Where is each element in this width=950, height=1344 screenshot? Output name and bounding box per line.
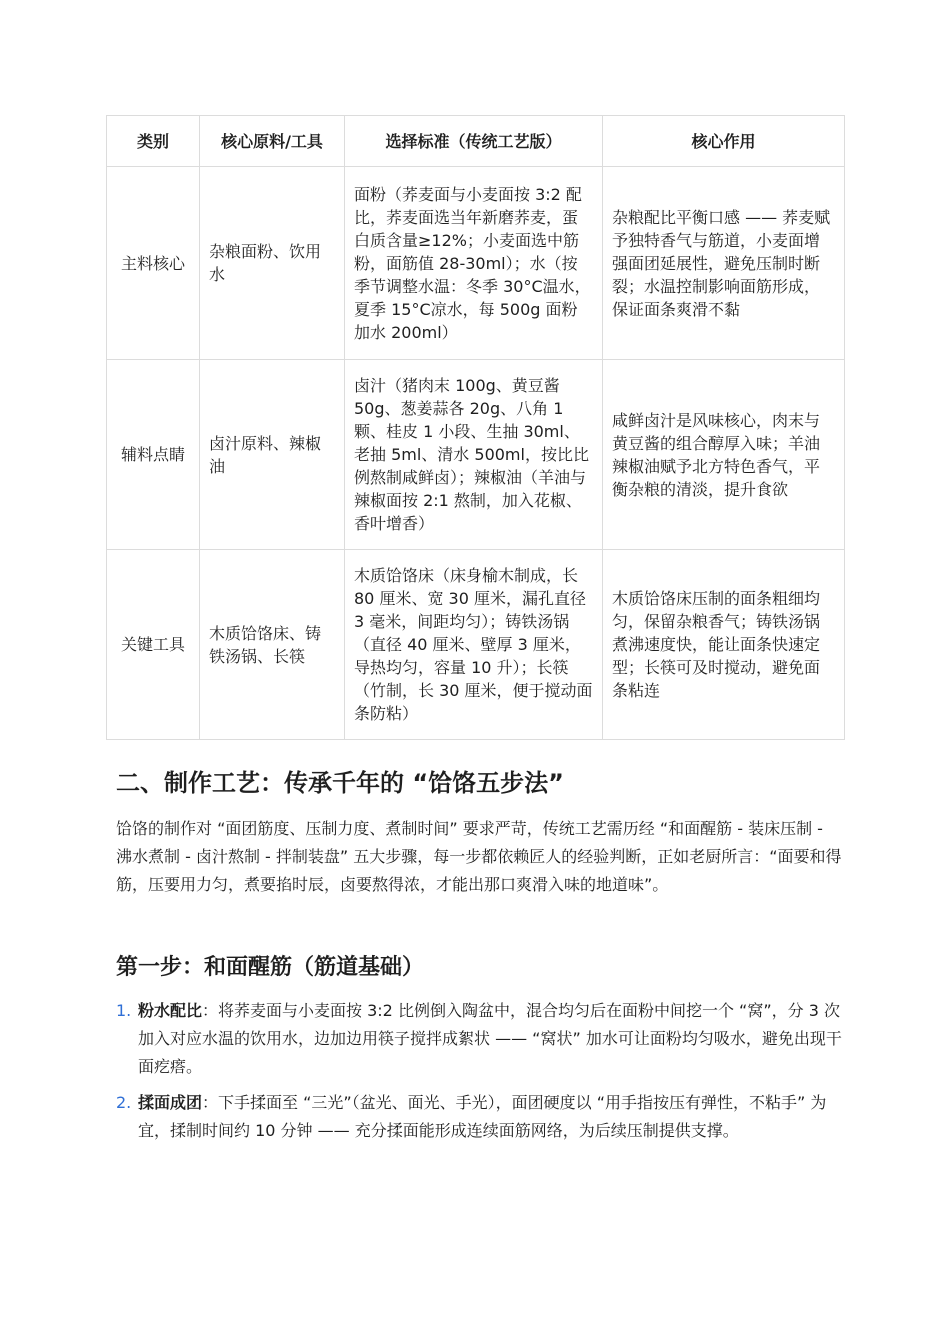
cell-role: 木质饸饹床压制的面条粗细均匀，保留杂粮香气；铸铁汤锅煮沸速度快，能让面条快速定型；长筷可及时搅动，避免面条粘连: [603, 550, 845, 740]
header-standard: 选择标准（传统工艺版）: [345, 116, 603, 167]
list-number: 2.: [116, 1093, 132, 1112]
cell-standard: 木质饸饹床（床身榆木制成，长 80 厘米、宽 30 厘米，漏孔直径 3 毫米，间距均匀）；铸铁汤锅（直径 40 厘米、壁厚 3 厘米，导热均匀，容量 10 升）；长筷（竹制，长 30 厘米，便于搅动面条防粘）: [345, 550, 603, 740]
list-number: 1.: [116, 1001, 132, 1020]
cell-category: 辅料点睛: [107, 360, 200, 550]
cell-standard: 卤汁（猪肉末 100g、黄豆酱 50g、葱姜蒜各 20g、八角 1 颗、桂皮 1 小段、生抽 30ml、老抽 5ml、清水 500ml，按比比例熬制咸鲜卤）；辣椒油（羊油与辣椒面按 2:1 熬制，加入花椒、香叶增香）: [345, 360, 603, 550]
cell-category: 关键工具: [107, 550, 200, 740]
cell-role: 杂粮配比平衡口感 —— 荞麦赋予独特香气与筋道，小麦面增强面团延展性，避免压制时断裂；水温控制影响面筋形成，保证面条爽滑不黏: [603, 167, 845, 360]
list-item-lead: 揉面成团: [138, 1093, 203, 1112]
cell-material: 木质饸饹床、铸铁汤锅、长筷: [200, 550, 345, 740]
section-heading: 二、制作工艺：传承千年的 “饸饹五步法”: [116, 769, 564, 797]
cell-category: 主料核心: [107, 167, 200, 360]
list-item-text: ：将荞麦面与小麦面按 3:2 比例倒入陶盆中，混合均匀后在面粉中间挖一个 “窝”，分 3 次加入对应水温的饮用水，边加边用筷子搅拌成絮状 —— “窝状” 加水可让面粉均匀吸水，避免出现干面疙瘩。: [138, 1001, 842, 1076]
list-item: [116, 1089, 844, 1145]
table-row: [107, 360, 845, 550]
cell-material: 卤汁原料、辣椒油: [200, 360, 345, 550]
cell-standard: 面粉（荞麦面与小麦面按 3:2 配比，荞麦面选当年新磨荞麦，蛋白质含量≥12%；小麦面选中筋粉，面筋值 28-30ml）；水（按季节调整水温：冬季 30°C温水，夏季 15°C凉水，每 500g 面粉加水 200ml）: [345, 167, 603, 360]
table-row: [107, 167, 845, 360]
step1-list: [116, 997, 844, 1153]
table-row: [107, 550, 845, 740]
cell-material: 杂粮面粉、饮用水: [200, 167, 345, 360]
list-item: [116, 997, 844, 1081]
step1-heading: 第一步：和面醒筋（筋道基础）: [116, 955, 425, 980]
header-category: 类别: [107, 116, 200, 167]
section-intro: 饸饹的制作对 “面团筋度、压制力度、煮制时间” 要求严苛，传统工艺需历经 “和面醒筋 - 装床压制 - 沸水煮制 - 卤汁熬制 - 拌制装盘” 五大步骤，每一步都依赖匠人的经验判断，正如老厨所言：“面要和得筋，压要用力匀，煮要掐时辰，卤要熬得浓，才能出那口爽滑入味的地道味”。: [116, 819, 842, 894]
header-role: 核心作用: [603, 116, 845, 167]
header-material: 核心原料/工具: [200, 116, 345, 167]
materials-table: [106, 115, 845, 740]
list-item-text: ：下手揉面至 “三光”（盆光、面光、手光），面团硬度以 “用手指按压有弹性，不粘手” 为宜，揉制时间约 10 分钟 —— 充分揉面能形成连续面筋网络，为后续压制提供支撑。: [138, 1093, 827, 1140]
list-item-lead: 粉水配比: [138, 1001, 203, 1020]
table-header-row: [107, 116, 845, 167]
cell-role: 咸鲜卤汁是风味核心，肉末与黄豆酱的组合醇厚入味；羊油辣椒油赋予北方特色香气，平衡杂粮的清淡，提升食欲: [603, 360, 845, 550]
